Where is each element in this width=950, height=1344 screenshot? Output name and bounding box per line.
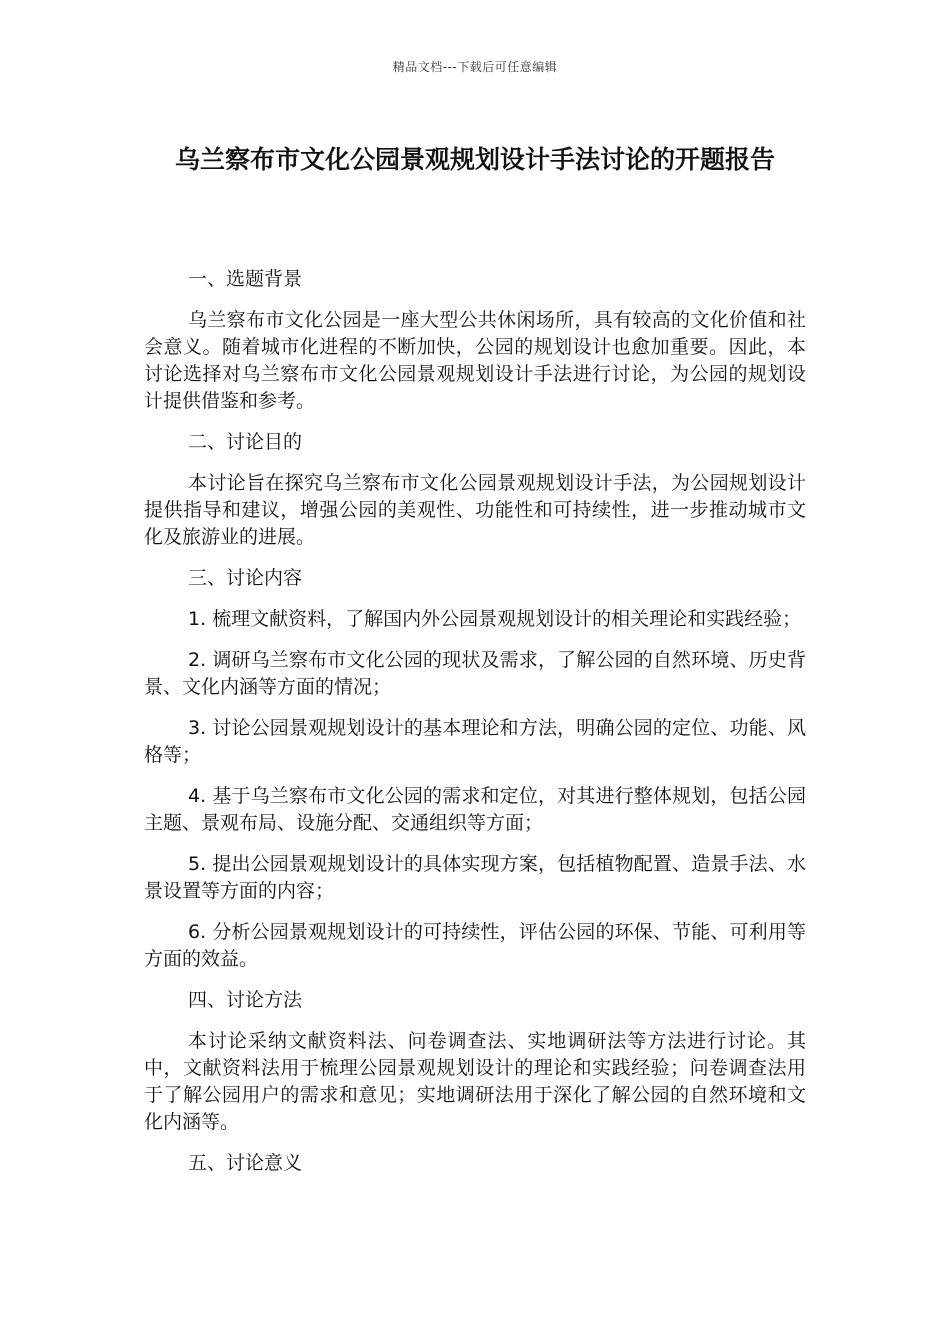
paragraph-purpose: 本讨论旨在探究乌兰察布市文化公园景观规划设计手法，为公园规划设计提供指导和建议，增强公园的美观性、功能性和可持续性，进一步推动城市文化及旅游业的进展。 bbox=[144, 472, 806, 548]
section-heading-method: 四、讨论方法 bbox=[188, 989, 303, 1011]
content-item-5: 5. 提出公园景观规划设计的具体实现方案，包括植物配置、造景手法、水景设置等方面的内容； bbox=[144, 853, 806, 902]
paragraph-background: 乌兰察布市文化公园是一座大型公共休闲场所，具有较高的文化价值和社会意义。随着城市化进程的不断加快，公园的规划设计也愈加重要。因此，本讨论选择对乌兰察布市文化公园景观规划设计手法进行讨论，为公园的规划设计提供借鉴和参考。 bbox=[144, 309, 806, 412]
content-item-4: 4. 基于乌兰察布市文化公园的需求和定位，对其进行整体规划，包括公园主题、景观布局、设施分配、交通组织等方面； bbox=[144, 785, 806, 834]
section-heading-purpose: 二、讨论目的 bbox=[188, 431, 303, 453]
section-heading-background: 一、选题背景 bbox=[188, 268, 303, 290]
paragraph-method: 本讨论采纳文献资料法、问卷调查法、实地调研法等方法进行讨论。其中，文献资料法用于梳理公园景观规划设计的理论和实践经验；问卷调查法用于了解公园用户的需求和意见；实地调研法用于深化了解公园的自然环境和文化内涵等。 bbox=[144, 1030, 806, 1133]
header-note: 精品文档---下载后可任意编辑 bbox=[392, 60, 558, 74]
content-item-1: 1. 梳理文献资料，了解国内外公园景观规划设计的相关理论和实践经验； bbox=[188, 608, 802, 630]
section-heading-significance: 五、讨论意义 bbox=[188, 1152, 303, 1174]
content-item-6: 6. 分析公园景观规划设计的可持续性，评估公园的环保、节能、可利用等方面的效益。 bbox=[144, 921, 806, 970]
content-item-3: 3. 讨论公园景观规划设计的基本理论和方法，明确公园的定位、功能、风格等； bbox=[144, 717, 806, 766]
section-heading-content: 三、讨论内容 bbox=[188, 567, 303, 589]
document-title: 乌兰察布市文化公园景观规划设计手法讨论的开题报告 bbox=[174, 145, 775, 174]
document-body bbox=[144, 266, 806, 1191]
content-item-2: 2. 调研乌兰察布市文化公园的现状及需求，了解公园的自然环境、历史背景、文化内涵等方面的情况； bbox=[144, 649, 806, 698]
